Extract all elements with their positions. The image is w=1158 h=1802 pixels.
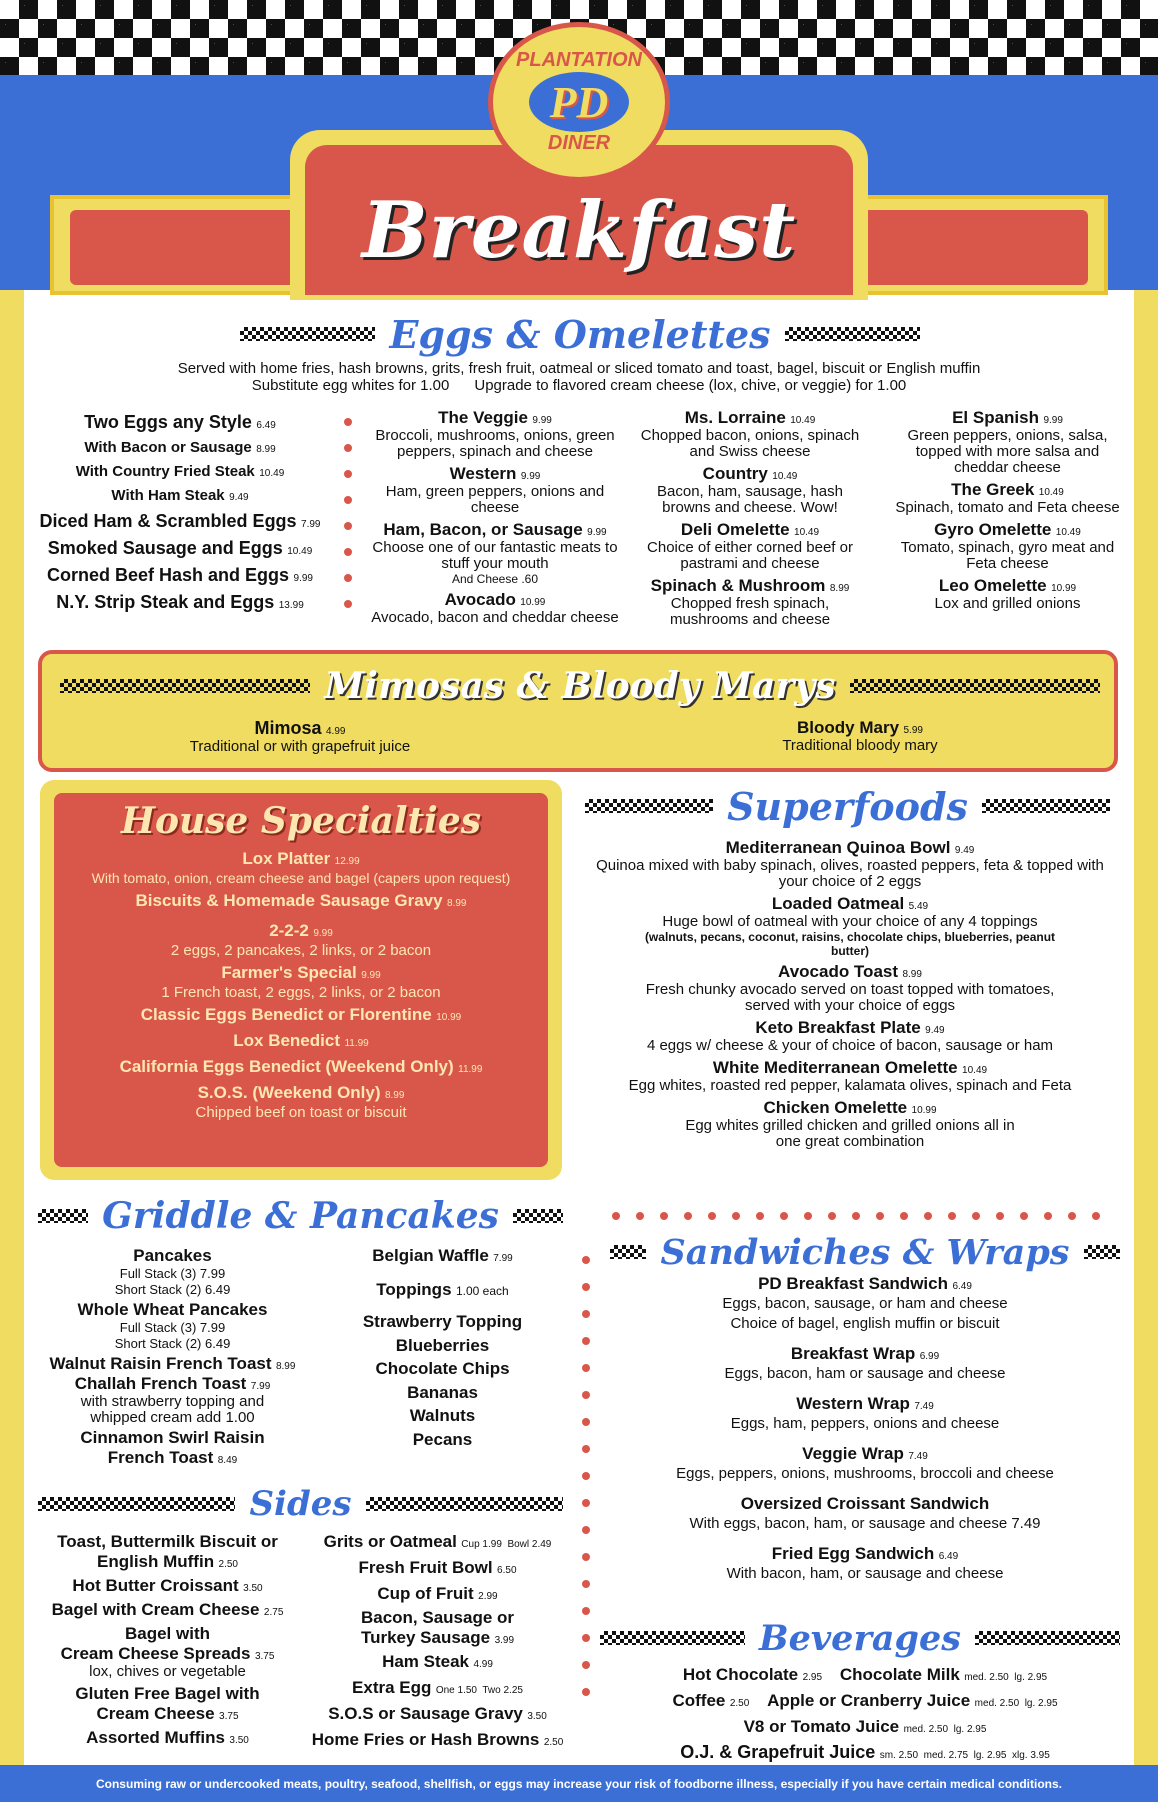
- menu-item: Gluten Free Bagel with: [75, 1684, 260, 1703]
- menu-item: Belgian Waffle 7.99: [372, 1246, 513, 1265]
- menu-item: El Spanish 9.99 Green peppers, onions, salsa, topped with more salsa and cheddar cheese: [907, 408, 1108, 476]
- diner-logo: [488, 22, 670, 182]
- menu-item: 2-2-2 9.99 2 eggs, 2 pancakes, 2 links, or 2 bacon: [170, 921, 432, 959]
- menu-item: Grits or Oatmeal Cup 1.99 Bowl 2.49: [323, 1532, 552, 1551]
- menu-item: Farmer's Special 9.99 1 French toast, 2 eggs, 2 links, or 2 bacon: [161, 963, 441, 1001]
- logo-top-text: PLANTATION: [516, 49, 642, 71]
- griddle-right: [330, 1246, 555, 1451]
- topping-item: Bananas: [407, 1382, 478, 1402]
- menu-item: Whole Wheat Pancakes Full Stack (3) 7.99 Short Stack (2) 6.49: [77, 1300, 268, 1351]
- menu-item: With Bacon or Sausage 8.99: [84, 439, 276, 456]
- house-specialties: [54, 800, 548, 1121]
- menu-item: Deli Omelette 10.49 Choice of either corned beef or pastrami and cheese: [647, 520, 853, 572]
- checker-strip: [975, 1631, 1120, 1645]
- checker-strip: [785, 327, 920, 341]
- menu-item: Mediterranean Quinoa Bowl 9.49 Quinoa mixed with baby spinach, olives, roasted peppers, feta & topped with your choice of 2 eggs: [596, 838, 1104, 890]
- eggs-col-3: [640, 408, 860, 632]
- menu-item: With Ham Steak 9.49: [111, 487, 249, 504]
- griddle-left: [30, 1246, 315, 1468]
- superfoods-list: [580, 838, 1120, 1154]
- menu-item: Ms. Lorraine 10.49 Chopped bacon, onions, spinach and Swiss cheese: [640, 408, 860, 460]
- topping-item: Walnuts: [409, 1406, 476, 1425]
- griddle-heading: [38, 1192, 563, 1240]
- house-title: House Specialties: [120, 800, 482, 842]
- menu-item: Western Wrap 7.49 Eggs, ham, peppers, onions and cheese: [730, 1394, 1000, 1432]
- checker-strip: [1084, 1245, 1120, 1259]
- menu-item: Home Fries or Hash Browns 2.50: [311, 1730, 564, 1749]
- eggs-heading: [240, 312, 920, 356]
- menu-item: Classic Eggs Benedict or Florentine 10.99: [140, 1005, 462, 1024]
- menu-item: Spinach & Mushroom 8.99 Chopped fresh spinach, mushrooms and cheese: [650, 576, 850, 628]
- menu-item: S.O.S. (Weekend Only) 8.99 Chipped beef on toast or biscuit: [195, 1083, 407, 1121]
- eggs-note-line2: Substitute egg whites for 1.00 Upgrade to flavored cream cheese (lox, chive, or veggie) for 1.00: [251, 377, 907, 394]
- eggs-note: [40, 360, 1118, 394]
- checker-strip: [585, 799, 713, 813]
- beverage-row: Hot Chocolate 2.95 Chocolate Milk med. 2.50 lg. 2.95: [682, 1665, 1048, 1684]
- checker-strip: [513, 1209, 563, 1223]
- menu-item: Toppings 1.00 each: [376, 1280, 509, 1299]
- menu-item: Challah French Toast 7.99 with strawberry topping and whipped cream add 1.00: [74, 1374, 271, 1426]
- menu-item: Corned Beef Hash and Eggs 9.99: [47, 565, 313, 585]
- menu-item: Avocado 10.99 Avocado, bacon and cheddar cheese: [371, 590, 619, 626]
- eggs-col-2: [370, 408, 620, 630]
- dot-divider: [582, 1256, 590, 1696]
- logo-bottom-text: DINER: [547, 132, 611, 154]
- menu-item: Assorted Muffins 3.50: [86, 1728, 249, 1747]
- checker-strip: [240, 327, 375, 341]
- menu-item: Two Eggs any Style 6.49: [84, 412, 276, 432]
- checker-strip: [38, 1209, 88, 1223]
- checker-strip: [850, 679, 1100, 693]
- menu-item: Avocado Toast 8.99 Fresh chunky avocado served on toast topped with tomatoes, served with your choice of eggs: [645, 962, 1055, 1014]
- checker-strip: [610, 1245, 646, 1259]
- menu-item: Smoked Sausage and Eggs 10.49: [47, 538, 313, 558]
- menu-item: Chicken Omelette 10.99 Egg whites grilled chicken and grilled onions all in one great combination: [685, 1098, 1015, 1150]
- topping-item: Blueberries: [395, 1335, 490, 1355]
- menu-item: Ham Steak 4.99: [382, 1652, 493, 1671]
- menu-item: Fried Egg Sandwich 6.49 With bacon, ham, or sausage and cheese: [726, 1544, 1004, 1582]
- superfoods-title: Superfoods: [727, 783, 968, 829]
- menu-item: The Veggie 9.99 Broccoli, mushrooms, onions, green peppers, spinach and cheese: [375, 408, 615, 460]
- topping-item: Pecans: [412, 1429, 473, 1449]
- menu-item: Cinnamon Swirl Raisin French Toast 8.49: [80, 1428, 265, 1467]
- menu-item: California Eggs Benedict (Weekend Only) 11.99: [119, 1057, 483, 1076]
- menu-item: Bagel with: [124, 1624, 210, 1643]
- menu-item: N.Y. Strip Steak and Eggs 13.99: [56, 592, 304, 612]
- menu-item: Leo Omelette 10.99 Lox and grilled onions: [934, 576, 1081, 612]
- menu-item: Country 10.49 Bacon, ham, sausage, hash browns and cheese. Wow!: [657, 464, 843, 516]
- disclaimer-bar: Consuming raw or undercooked meats, poultry, seafood, shellfish, or eggs may increase your risk of foodborne illness, especially if you have certain medical conditions.: [0, 1765, 1158, 1802]
- sides-title: Sides: [249, 1484, 352, 1524]
- beverages-heading: [600, 1614, 1120, 1662]
- menu-item: Lox Benedict 11.99: [233, 1031, 369, 1050]
- eggs-note-line1: Served with home fries, hash browns, grits, fresh fruit, oatmeal or sliced tomato and toast, bagel, biscuit or English muffin: [177, 360, 981, 377]
- menu-item: White Mediterranean Omelette 10.49 Egg whites, roasted red pepper, kalamata olives, spinach and Feta: [628, 1058, 1072, 1094]
- beverages-list: [610, 1664, 1120, 1768]
- checker-strip: [38, 1497, 235, 1511]
- menu-item: Walnut Raisin French Toast 8.99: [49, 1354, 296, 1373]
- menu-item: Cup of Fruit 2.99: [377, 1584, 498, 1603]
- menu-item: Diced Ham & Scrambled Eggs 7.99: [39, 511, 321, 531]
- menu-item: Turkey Sausage 3.99: [360, 1628, 515, 1647]
- sides-left: [30, 1532, 305, 1748]
- menu-item: Western 9.99 Ham, green peppers, onions and cheese: [385, 464, 605, 516]
- checker-strip: [60, 679, 310, 693]
- menu-item: Bloody Mary 5.99 Traditional bloody mary: [782, 718, 938, 754]
- page-title: Breakfast: [361, 185, 797, 276]
- mimosas-title: Mimosas & Bloody Marys: [324, 665, 836, 707]
- beverage-row: Coffee 2.50 Apple or Cranberry Juice med. 2.50 lg. 2.95: [672, 1691, 1058, 1710]
- sides-right: [305, 1532, 570, 1750]
- dot-divider: [344, 418, 352, 608]
- menu-item: Biscuits & Homemade Sausage Gravy 8.99: [135, 891, 467, 910]
- mimosas-heading: [60, 662, 1100, 710]
- topping-item: Strawberry Topping: [362, 1312, 523, 1331]
- menu-item: Hot Butter Croissant 3.50: [72, 1576, 263, 1595]
- menu-item: Cream Cheese 3.75: [96, 1704, 239, 1723]
- sides-heading: [38, 1482, 563, 1526]
- menu-item: Keto Breakfast Plate 9.49 4 eggs w/ cheese & your of choice of bacon, sausage or ham: [646, 1018, 1054, 1054]
- eggs-col-1: [30, 412, 330, 613]
- menu-item: With Country Fried Steak 10.49: [75, 463, 285, 480]
- menu-item: Oversized Croissant Sandwich With eggs, bacon, ham, or sausage and cheese 7.49: [689, 1494, 1041, 1532]
- menu-item: Ham, Bacon, or Sausage 9.99 Choose one of our fantastic meats to stuff your mouth And Cheese .60: [372, 520, 618, 586]
- menu-item: PD Breakfast Sandwich 6.49 Eggs, bacon, sausage, or ham and cheese Choice of bagel, english muffin or biscuit: [722, 1274, 1008, 1332]
- checker-strip: [600, 1631, 745, 1645]
- eggs-col-4: [895, 408, 1120, 616]
- beverages-title: Beverages: [758, 1617, 962, 1659]
- menu-item: Cream Cheese Spreads 3.75: [60, 1644, 275, 1663]
- menu-item: Fresh Fruit Bowl 6.50: [358, 1558, 517, 1577]
- beverage-row: V8 or Tomato Juice med. 2.50 lg. 2.95: [743, 1717, 987, 1736]
- menu-item: Veggie Wrap 7.49 Eggs, peppers, onions, mushrooms, broccoli and cheese: [676, 1444, 1054, 1482]
- menu-item: Extra Egg One 1.50 Two 2.25: [352, 1678, 523, 1697]
- menu-item: Pancakes Full Stack (3) 7.99 Short Stack (2) 6.49: [114, 1246, 231, 1297]
- menu-item: Toast, Buttermilk Biscuit or: [57, 1532, 278, 1551]
- menu-item: The Greek 10.49 Spinach, tomato and Feta cheese: [895, 480, 1120, 516]
- menu-item: Bacon, Sausage or: [360, 1608, 515, 1627]
- griddle-title: Griddle & Pancakes: [102, 1195, 499, 1237]
- menu-item: S.O.S or Sausage Gravy 3.50: [328, 1704, 547, 1723]
- dot-divider-horizontal: [612, 1212, 1100, 1220]
- sandwiches-title: Sandwiches & Wraps: [660, 1231, 1070, 1273]
- checker-strip: [366, 1497, 563, 1511]
- superfoods-heading: [585, 782, 1110, 830]
- menu-item: Bagel with Cream Cheese 2.75: [51, 1600, 284, 1619]
- menu-item: lox, chives or vegetable: [89, 1663, 246, 1680]
- topping-item: Chocolate Chips: [375, 1359, 510, 1378]
- menu-item: Mimosa 4.99 Traditional or with grapefruit juice: [189, 718, 411, 755]
- menu-item: English Muffin 2.50: [96, 1552, 238, 1571]
- menu-item: Gyro Omelette 10.49 Tomato, spinach, gyro meat and Feta cheese: [900, 520, 1115, 572]
- logo-monogram: PD: [529, 72, 629, 132]
- menu-item: Lox Platter 12.99 With tomato, onion, cream cheese and bagel (capers upon request): [91, 849, 511, 886]
- beverage-row: O.J. & Grapefruit Juice sm. 2.50 med. 2.75 lg. 2.95 xlg. 3.95: [680, 1742, 1050, 1762]
- eggs-title: Eggs & Omelettes: [389, 311, 771, 357]
- sandwiches-heading: [610, 1228, 1120, 1276]
- checker-strip: [982, 799, 1110, 813]
- menu-item: Loaded Oatmeal 5.49 Huge bowl of oatmeal with your choice of any 4 toppings (walnuts, pecans, coconut, raisins, chocolate chips, blueberries, peanut butter): [644, 894, 1056, 958]
- sandwiches-list: [610, 1274, 1120, 1584]
- menu-item: Breakfast Wrap 6.99 Eggs, bacon, ham or sausage and cheese: [724, 1344, 1006, 1382]
